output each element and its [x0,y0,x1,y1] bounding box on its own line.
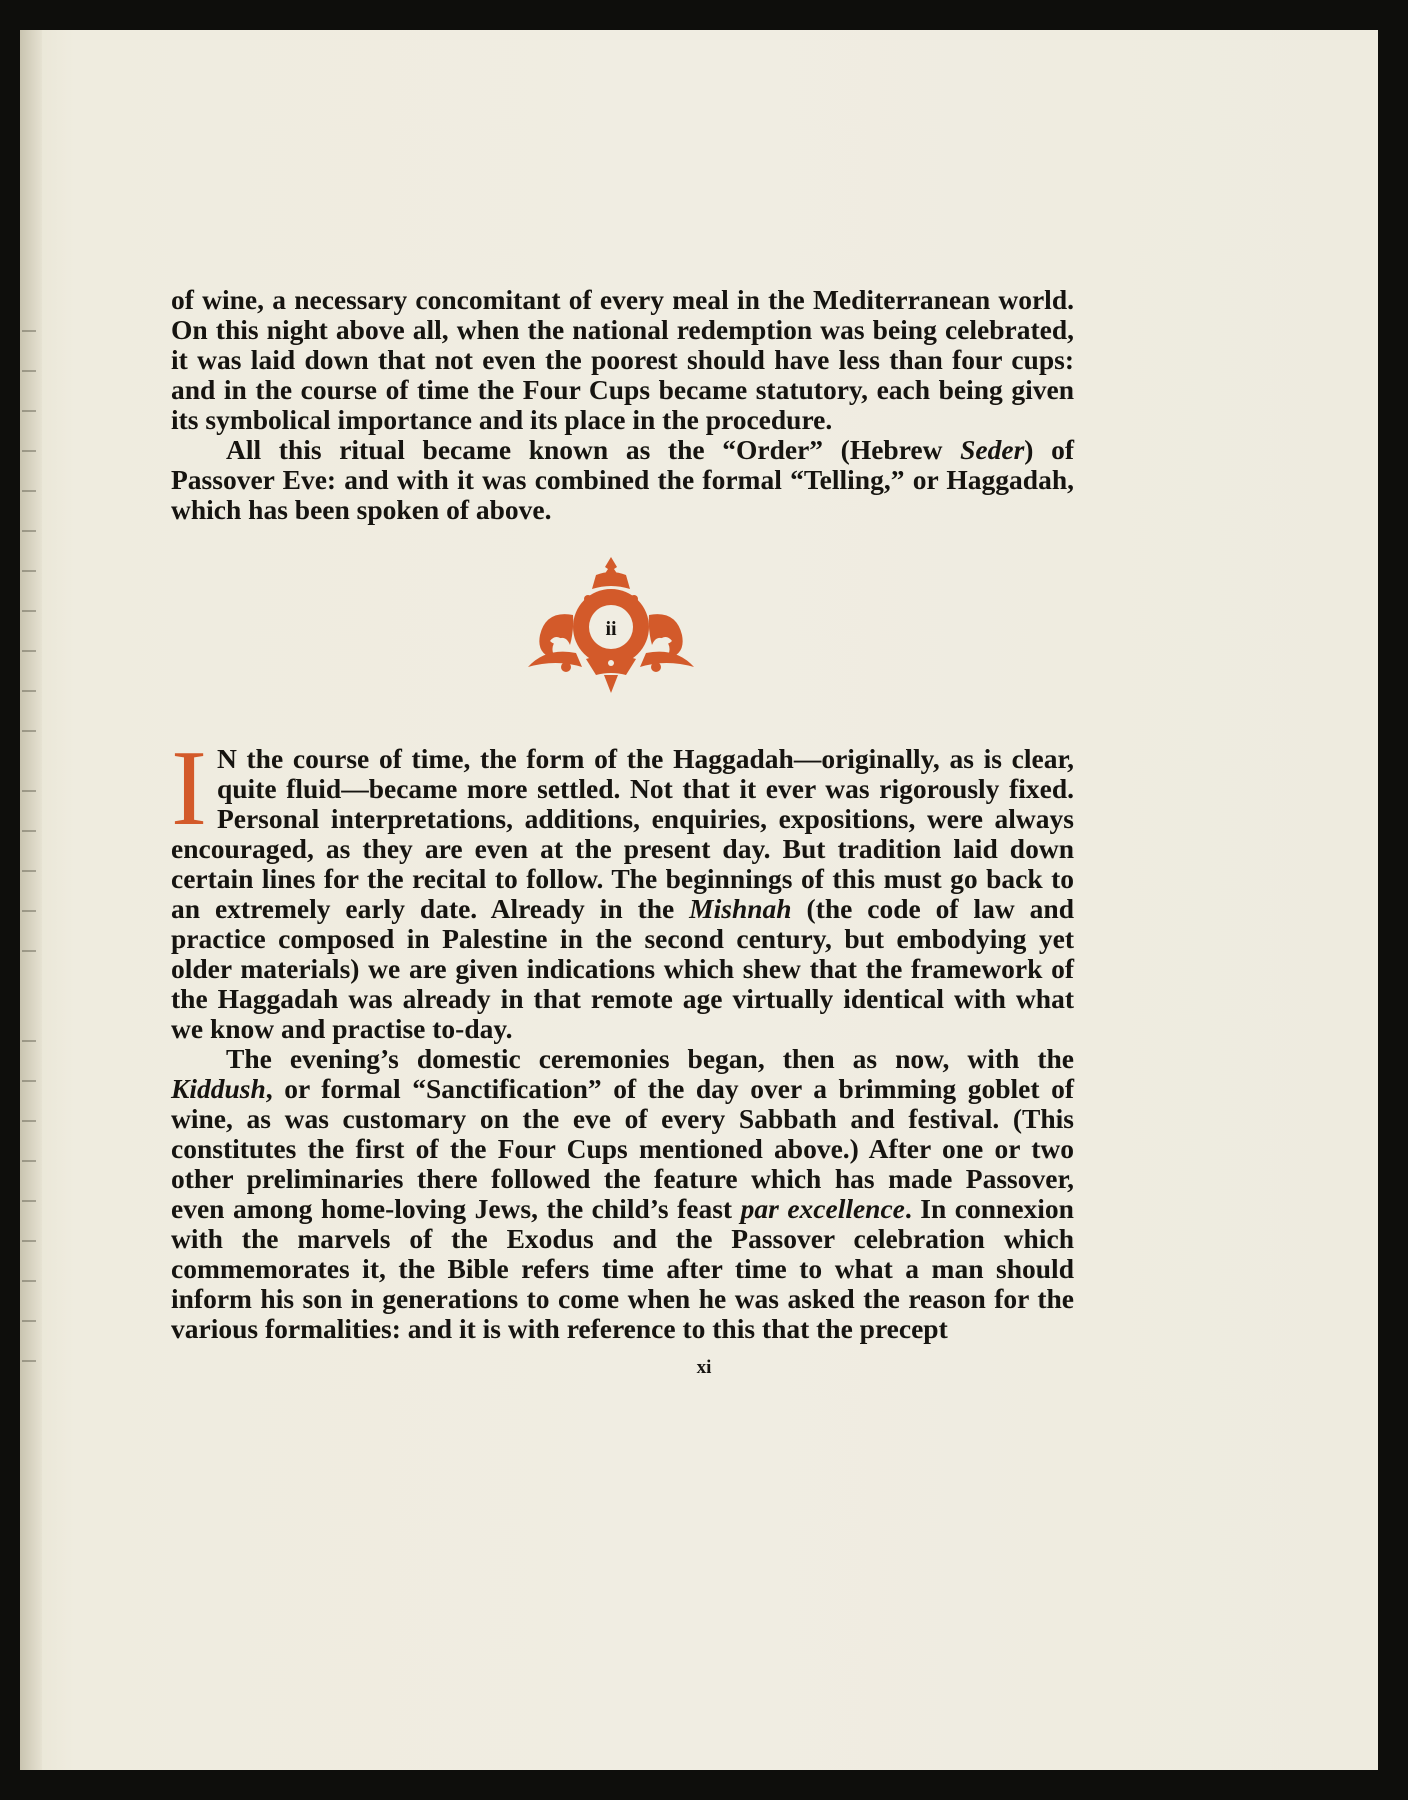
paragraph-four-cups: of wine, a necessary concomitant of every meal in the Mediterranean world. On this night above all, when the national redemption was being celebrated, it was laid down that not even the poorest should have less than four cups: and in the course of time the Four Cups became statutory, each being given its symbolical importance and its place in the procedure. [171,284,1074,435]
section-one-text [171,285,1074,525]
italic-term-par-excellence: par excellence [740,1193,905,1224]
bleed-through-mark [22,1280,36,1282]
section-ornament [526,555,696,695]
section-number: ii [605,618,617,640]
section-two-text [171,729,1074,1344]
text-run: The evening’s domestic ceremonies began, then as now, with the [226,1043,1074,1074]
bleed-through-mark [22,330,36,332]
bleed-through-mark [22,370,36,372]
page-number: xi [696,1357,712,1378]
drop-cap: I [171,729,207,848]
bleed-through-mark [22,730,36,732]
ornament-left-base [528,652,582,667]
text-run: , or formal “Sanctification” of the day over a brimming goblet of wine, as was customary on the eve of every Sabbath and festival. (This constitutes the first of the Four Cups mentioned above.) After one or two other preliminaries there followed the feature which has made Passover, even among home-loving Jews, the child’s feast [171,1073,1074,1224]
bleed-through-mark [22,830,36,832]
paragraph-seder [171,435,1074,525]
page-gutter [20,30,42,1770]
paragraph-haggadah-settled [171,729,1074,1044]
bleed-through-mark [22,1320,36,1322]
italic-term-kiddush: Kiddush [171,1073,266,1104]
text-run: (the code of law and practice composed in Palestine in the second century, but embodying yet older materials) we are given indications which shew that the framework of the Haggadah was already in that remote age virtually identical with what we know and practise to-day. [171,893,1074,1044]
bleed-through-mark [22,530,36,532]
bleed-through-mark [22,650,36,652]
ornament-cutout [608,660,614,666]
text-run: N the course of time, the form of the Haggadah—originally, as is clear, quite fluid—became more settled. Not that it ever was rigorously fixed. Personal interpretations, additions, enquiries, expositions, were always encouraged, as they are even at the present day. But tradition laid down certain lines for the recital to follow. The beginnings of this must go back to an extremely early date. Already in the [171,743,1074,924]
ornament-leaf [630,595,638,603]
ornament-crown [592,572,630,589]
bleed-through-mark [22,410,36,412]
ornament-right-base [640,652,694,667]
bleed-through-mark [22,1240,36,1242]
bleed-through-mark [22,570,36,572]
bleed-through-mark [22,490,36,492]
ornament-leaf [561,662,571,672]
italic-term-seder: Seder [960,434,1025,465]
bleed-through-mark [22,1120,36,1122]
bleed-through-mark [22,1080,36,1082]
bleed-through-mark [22,450,36,452]
text-run: ) of Passover Eve: and with it was combined the formal “Telling,” or Haggadah, which has been spoken of above. [171,434,1074,525]
bleed-through-mark [22,790,36,792]
bleed-through-mark [22,1160,36,1162]
bleed-through-mark [22,950,36,952]
ornament-leaf [584,595,592,603]
ornament-pendant [604,675,618,693]
bleed-through-mark [22,910,36,912]
text-run: . In connexion with the marvels of the Exodus and the Passover celebration which commemorates it, the Bible refers time after time to what a man should inform his son in generations to come when he was asked the reason for the various formalities: and it is with reference to this that the precept [171,1193,1074,1344]
bleed-through-mark [22,610,36,612]
text-run: All this ritual became known as the “Order” (Hebrew [226,434,961,465]
paragraph-kiddush [171,1044,1074,1344]
bleed-through-mark [22,1200,36,1202]
bleed-through-mark [22,1040,36,1042]
ornament-leaf [651,662,661,672]
bleed-through-mark [22,870,36,872]
bleed-through-mark [22,690,36,692]
italic-term-mishnah: Mishnah [689,893,792,924]
